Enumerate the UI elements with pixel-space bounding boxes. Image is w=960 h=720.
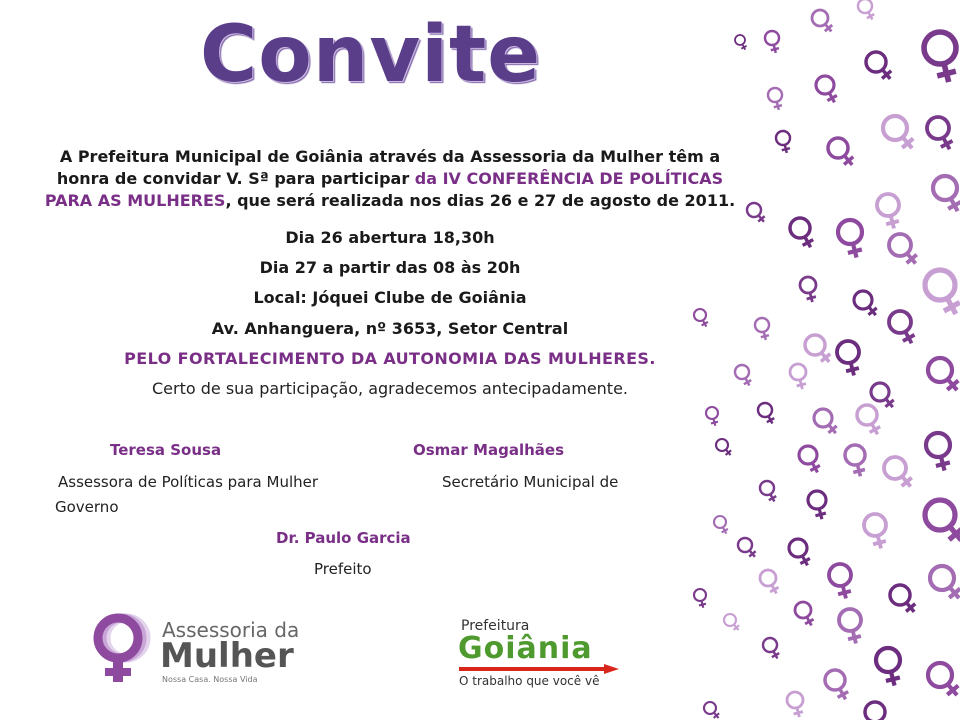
female-symbol-icon: [776, 131, 790, 153]
female-symbol-icon: [765, 31, 779, 53]
female-symbol-icon: [799, 446, 820, 472]
page-title: Convite: [200, 10, 542, 100]
female-symbol-icon: [890, 585, 915, 612]
female-symbol-icon: [716, 439, 731, 455]
signature-role-osmar: Secretário Municipal de: [442, 473, 619, 491]
paragraph-part3: , que será realizada nos dias 26 e 27 de agosto de 2011.: [225, 191, 736, 210]
female-symbol-icon: [747, 203, 765, 222]
female-symbol-icon: [889, 311, 914, 343]
female-symbol-icon: [889, 234, 917, 264]
female-symbol-icon: [928, 358, 958, 390]
female-symbol-icon: [839, 609, 861, 643]
female-symbol-icon: [845, 445, 865, 476]
female-symbol-icon: [928, 663, 958, 695]
female-symbol-icon: [787, 692, 803, 717]
female-symbol-icon: [768, 88, 782, 110]
female-symbol-icon: [927, 117, 952, 149]
slogan: PELO FORTALECIMENTO DA AUTONOMIA DAS MULHERES.: [124, 349, 656, 368]
female-symbol-icon: [825, 670, 848, 699]
female-symbol-icon: [760, 570, 779, 593]
female-symbol-icon: [800, 277, 816, 302]
female-symbol-icon: [866, 52, 891, 79]
address: Av. Anhanguera, nº 3653, Setor Central: [211, 319, 569, 338]
logo-goiania-line1: Prefeitura: [461, 618, 530, 634]
female-symbol-pattern: [690, 0, 960, 720]
female-symbol-icon: [735, 365, 751, 386]
female-symbol-icon: [738, 538, 756, 557]
red-arrow-icon: [459, 664, 619, 674]
female-symbol-icon: [789, 539, 810, 565]
female-symbol-icon: [925, 500, 960, 540]
invitation-paragraph: [40, 146, 740, 212]
female-symbol-icon: [858, 0, 874, 20]
female-symbol-icon: [808, 491, 826, 519]
female-symbol-icon: [930, 566, 960, 598]
female-symbol-icon: [724, 614, 739, 630]
prefeitura-goiania-logo: [455, 618, 625, 698]
female-symbol-icon: [814, 409, 837, 433]
female-symbol-icon: [837, 341, 859, 375]
female-symbol-icon: [755, 318, 769, 340]
female-symbol-icon: [694, 309, 708, 327]
female-symbol-icon: [865, 702, 888, 720]
female-symbol-icon: [790, 218, 813, 247]
logo-goiania-line2: Goiânia: [458, 631, 593, 666]
signature-name-paulo: Dr. Paulo Garcia: [276, 529, 411, 547]
female-symbol-icon: [876, 648, 900, 686]
assessoria-mulher-logo: [80, 612, 310, 692]
conference-name: da IV CONFERÊNCIA DE POLÍTICAS PARA AS MULHERES: [44, 169, 724, 210]
female-symbol-icon: [763, 638, 779, 659]
signature-role-osmar-cont: Governo: [55, 498, 119, 516]
female-symbol-icon: [760, 481, 776, 502]
female-symbol-icon: [704, 702, 719, 718]
female-symbol-icon: [758, 403, 774, 424]
female-symbol-icon: [838, 220, 862, 258]
second-day-time: Dia 27 a partir das 08 às 20h: [259, 258, 521, 277]
female-symbol-icon: [883, 116, 913, 148]
signature-name-teresa: Teresa Sousa: [110, 441, 222, 459]
female-symbol-icon: [925, 270, 960, 314]
female-symbol-icon: [805, 335, 830, 362]
signature-name-osmar: Osmar Magalhães: [413, 441, 565, 459]
female-symbol-icon: [926, 433, 950, 471]
female-symbol-icon: [80, 612, 160, 692]
female-symbol-icon: [854, 291, 877, 315]
closing-thanks: Certo de sua participação, agradecemos antecipadamente.: [152, 379, 628, 398]
location: Local: Jóquei Clube de Goiânia: [253, 288, 527, 307]
female-symbol-icon: [812, 10, 832, 31]
logo-goiania-tagline: O trabalho que você vê: [459, 674, 600, 688]
female-symbol-icon: [857, 405, 880, 434]
paragraph-part1: A Prefeitura Municipal de Goiânia através da Assessoria da Mulher têm a honra de convidar V. Sª para participar: [56, 147, 721, 188]
logo-mulher-line2: Mulher: [160, 636, 294, 676]
female-symbol-icon: [877, 194, 899, 228]
female-symbol-icon: [735, 35, 747, 50]
female-symbol-icon: [714, 516, 728, 534]
female-symbol-icon: [706, 407, 718, 426]
signature-role-teresa: Assessora de Políticas para Mulher: [58, 473, 319, 491]
female-symbol-icon: [884, 457, 912, 487]
female-symbol-icon: [829, 564, 851, 598]
logo-mulher-line1: Assessoria da: [162, 618, 300, 642]
opening-time: Dia 26 abertura 18,30h: [285, 228, 495, 247]
female-symbol-icon: [795, 602, 814, 625]
female-symbol-icon: [924, 32, 956, 82]
female-symbol-icon: [933, 176, 960, 211]
female-symbol-icon: [864, 514, 886, 548]
female-symbol-icon: [790, 364, 806, 389]
signature-role-paulo: Prefeito: [314, 560, 372, 578]
female-symbol-icon: [816, 76, 837, 102]
female-symbol-icon: [694, 589, 706, 608]
logo-mulher-tagline: Nossa Casa. Nossa Vida: [162, 675, 258, 684]
female-symbol-icon: [871, 383, 894, 407]
female-symbol-icon: [828, 138, 853, 165]
